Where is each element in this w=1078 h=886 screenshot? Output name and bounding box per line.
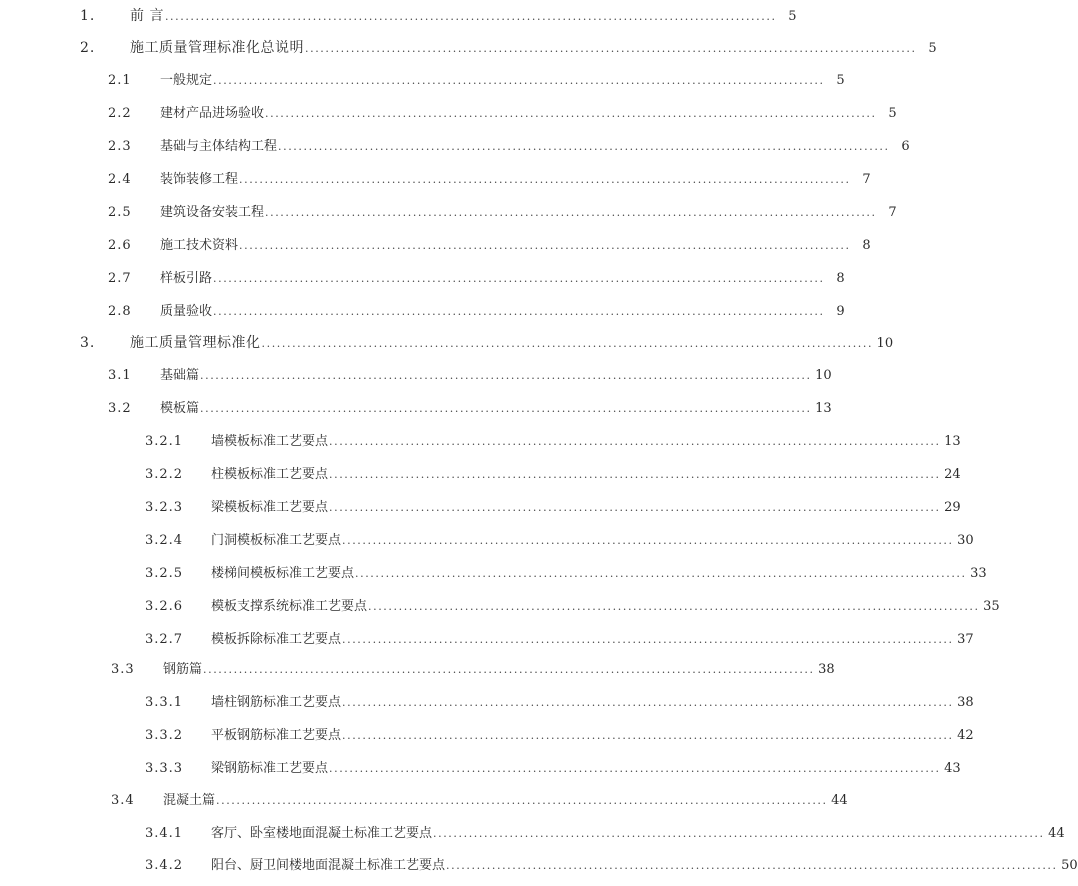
toc-entry-number: 3.2.4 xyxy=(145,533,184,548)
toc-entry-page-number: 50 xyxy=(1061,858,1078,873)
toc-entry-number: 2.7 xyxy=(108,271,132,286)
toc-entry[interactable] xyxy=(145,565,987,583)
toc-entry-page-number: 6 xyxy=(901,139,910,154)
toc-entry[interactable] xyxy=(108,72,845,90)
toc-entry-title: 楼梯间模板标准工艺要点 xyxy=(211,566,355,581)
toc-entry-page-number: 30 xyxy=(957,533,974,548)
toc-entry-number: 3.2.7 xyxy=(145,632,184,647)
toc-entry-title: 墙模板标准工艺要点 xyxy=(211,434,329,449)
toc-entry-page-number: 10 xyxy=(815,368,832,383)
toc-entry-page-number: 29 xyxy=(944,500,961,515)
toc-entry[interactable] xyxy=(111,661,835,679)
toc-entry-page-number: 24 xyxy=(944,467,961,482)
toc-entry[interactable] xyxy=(108,367,832,385)
toc-entry-title: 门洞模板标准工艺要点 xyxy=(211,533,342,548)
dot-leader: ........................................................................................................................ xyxy=(213,74,825,87)
toc-entry[interactable] xyxy=(145,433,961,451)
toc-entry-title: 一般规定 xyxy=(160,73,213,88)
toc-entry-page-number: 13 xyxy=(944,434,961,449)
toc-entry[interactable] xyxy=(108,138,910,156)
toc-entry-number: 3.4.1 xyxy=(145,826,184,841)
dot-leader: ........................................................................................................................ xyxy=(278,140,890,153)
toc-entry-title: 混凝土篇 xyxy=(163,793,216,808)
dot-leader: ........................................................................................................................ xyxy=(213,305,825,318)
dot-leader: ........................................................................................................................ xyxy=(342,729,954,742)
dot-leader: ........................................................................................................................ xyxy=(342,696,954,709)
dot-leader: ........................................................................................................................ xyxy=(239,239,851,252)
toc-entry-title: 基础与主体结构工程 xyxy=(160,139,278,154)
toc-entry-page-number: 7 xyxy=(862,172,871,187)
toc-entry[interactable] xyxy=(145,631,974,649)
toc-entry-page-number: 42 xyxy=(957,728,974,743)
toc-entry-title: 模板篇 xyxy=(160,401,200,416)
toc-entry-page-number: 5 xyxy=(788,9,797,24)
toc-entry[interactable] xyxy=(108,105,897,123)
toc-entry-number: 3.2.2 xyxy=(145,467,184,482)
toc-entry[interactable] xyxy=(145,857,1078,875)
dot-leader: ........................................................................................................................ xyxy=(342,534,954,547)
toc-entry-number: 3.3.3 xyxy=(145,761,184,776)
toc-entry-title: 客厅、卧室楼地面混凝土标准工艺要点 xyxy=(211,826,433,841)
dot-leader: ........................................................................................................................ xyxy=(355,567,967,580)
toc-entry-number: 2.6 xyxy=(108,238,132,253)
toc-entry-title: 施工技术资料 xyxy=(160,238,239,253)
toc-entry-title: 施工质量管理标准化 xyxy=(130,335,261,351)
dot-leader: ........................................................................................................................ xyxy=(433,827,1045,840)
toc-entry-title: 基础篇 xyxy=(160,368,200,383)
toc-entry-page-number: 10 xyxy=(876,336,894,351)
toc-entry-page-number: 33 xyxy=(970,566,987,581)
toc-entry-page-number: 38 xyxy=(818,662,835,677)
toc-entry-title: 梁模板标准工艺要点 xyxy=(211,500,329,515)
toc-entry-title: 模板拆除标准工艺要点 xyxy=(211,632,342,647)
toc-entry[interactable] xyxy=(145,532,974,550)
toc-entry-title: 平板钢筋标准工艺要点 xyxy=(211,728,342,743)
toc-entry-title: 样板引路 xyxy=(160,271,213,286)
dot-leader: ........................................................................................................................ xyxy=(342,633,954,646)
toc-entry[interactable] xyxy=(108,270,845,288)
toc-entry-title: 柱模板标准工艺要点 xyxy=(211,467,329,482)
toc-entry[interactable] xyxy=(108,204,897,222)
toc-entry-title: 装饰装修工程 xyxy=(160,172,239,187)
toc-entry-title: 施工质量管理标准化总说明 xyxy=(130,40,304,56)
toc-entry[interactable] xyxy=(80,334,894,353)
toc-entry-page-number: 43 xyxy=(944,761,961,776)
toc-entry-number: 3.3.2 xyxy=(145,728,184,743)
toc-entry-page-number: 8 xyxy=(836,271,845,286)
toc-entry-number: 3.1 xyxy=(108,368,132,383)
toc-entry-number: 2. xyxy=(80,40,96,56)
toc-entry-number: 2.8 xyxy=(108,304,132,319)
toc-entry[interactable] xyxy=(80,7,797,26)
toc-entry-page-number: 9 xyxy=(836,304,845,319)
toc-entry-page-number: 44 xyxy=(1048,826,1065,841)
toc-entry-number: 3. xyxy=(80,335,96,351)
toc-entry-number: 2.3 xyxy=(108,139,132,154)
toc-entry-number: 3.3 xyxy=(111,662,135,677)
toc-entry-number: 2.1 xyxy=(108,73,132,88)
toc-entry[interactable] xyxy=(108,400,832,418)
toc-entry-page-number: 5 xyxy=(928,41,937,56)
dot-leader: ........................................................................................................................ xyxy=(368,600,980,613)
dot-leader: ........................................................................................................................ xyxy=(203,663,815,676)
toc-entry[interactable] xyxy=(108,237,871,255)
dot-leader: ........................................................................................................................ xyxy=(265,107,877,120)
toc-entry-number: 1. xyxy=(80,8,96,24)
toc-entry[interactable] xyxy=(108,171,871,189)
toc-entry-number: 3.3.1 xyxy=(145,695,184,710)
toc-entry-page-number: 8 xyxy=(862,238,871,253)
dot-leader: ........................................................................................................................ xyxy=(329,501,941,514)
toc-entry[interactable] xyxy=(145,598,1000,616)
dot-leader: ........................................................................................................................ xyxy=(213,272,825,285)
toc-entry-number: 2.5 xyxy=(108,205,132,220)
dot-leader: ........................................................................................................................ xyxy=(329,468,941,481)
toc-entry-page-number: 5 xyxy=(888,106,897,121)
toc-entry-title: 前 言 xyxy=(130,8,164,24)
toc-entry-page-number: 5 xyxy=(836,73,845,88)
toc-entry-number: 2.2 xyxy=(108,106,132,121)
toc-entry-title: 建材产品进场验收 xyxy=(160,106,265,121)
toc-entry-page-number: 7 xyxy=(888,205,897,220)
toc-entry-title: 建筑设备安装工程 xyxy=(160,205,265,220)
toc-entry-page-number: 44 xyxy=(831,793,848,808)
toc-entry[interactable] xyxy=(145,466,961,484)
dot-leader: ........................................................................................................................ xyxy=(329,762,941,775)
toc-entry-title: 梁钢筋标准工艺要点 xyxy=(211,761,329,776)
toc-entry-title: 阳台、厨卫间楼地面混凝土标准工艺要点 xyxy=(211,858,446,873)
toc-entry-page-number: 38 xyxy=(957,695,974,710)
dot-leader: ........................................................................................................................ xyxy=(305,42,917,55)
dot-leader: ........................................................................................................................ xyxy=(200,369,812,382)
dot-leader: ........................................................................................................................ xyxy=(216,794,828,807)
toc-entry-number: 3.2 xyxy=(108,401,132,416)
dot-leader: ........................................................................................................................ xyxy=(265,206,877,219)
toc-entry-number: 3.4.2 xyxy=(145,858,184,873)
dot-leader: ........................................................................................................................ xyxy=(239,173,851,186)
toc-entry-number: 3.2.1 xyxy=(145,434,184,449)
toc-entry[interactable] xyxy=(145,760,961,778)
dot-leader: ........................................................................................................................ xyxy=(261,337,874,350)
toc-entry[interactable] xyxy=(108,303,845,321)
toc-entry-number: 3.2.6 xyxy=(145,599,184,614)
toc-entry[interactable] xyxy=(145,694,974,712)
toc-entry-title: 钢筋篇 xyxy=(163,662,203,677)
toc-entry[interactable] xyxy=(80,39,937,58)
toc-entry[interactable] xyxy=(111,792,848,810)
toc-entry[interactable] xyxy=(145,825,1065,843)
dot-leader: ........................................................................................................................ xyxy=(200,402,812,415)
toc-entry-number: 3.2.3 xyxy=(145,500,184,515)
toc-entry-title: 墙柱钢筋标准工艺要点 xyxy=(211,695,342,710)
toc-entry[interactable] xyxy=(145,499,961,517)
toc-entry-title: 质量验收 xyxy=(160,304,213,319)
toc-entry-title: 模板支撑系统标准工艺要点 xyxy=(211,599,368,614)
toc-entry-page-number: 35 xyxy=(983,599,1000,614)
toc-entry-number: 2.4 xyxy=(108,172,132,187)
dot-leader: ........................................................................................................................ xyxy=(164,10,777,23)
dot-leader: ........................................................................................................................ xyxy=(329,435,941,448)
toc-entry-number: 3.2.5 xyxy=(145,566,184,581)
toc-entry[interactable] xyxy=(145,727,974,745)
toc-entry-page-number: 13 xyxy=(815,401,832,416)
toc-entry-page-number: 37 xyxy=(957,632,974,647)
toc-entry-number: 3.4 xyxy=(111,793,135,808)
dot-leader: ........................................................................................................................ xyxy=(446,859,1058,872)
